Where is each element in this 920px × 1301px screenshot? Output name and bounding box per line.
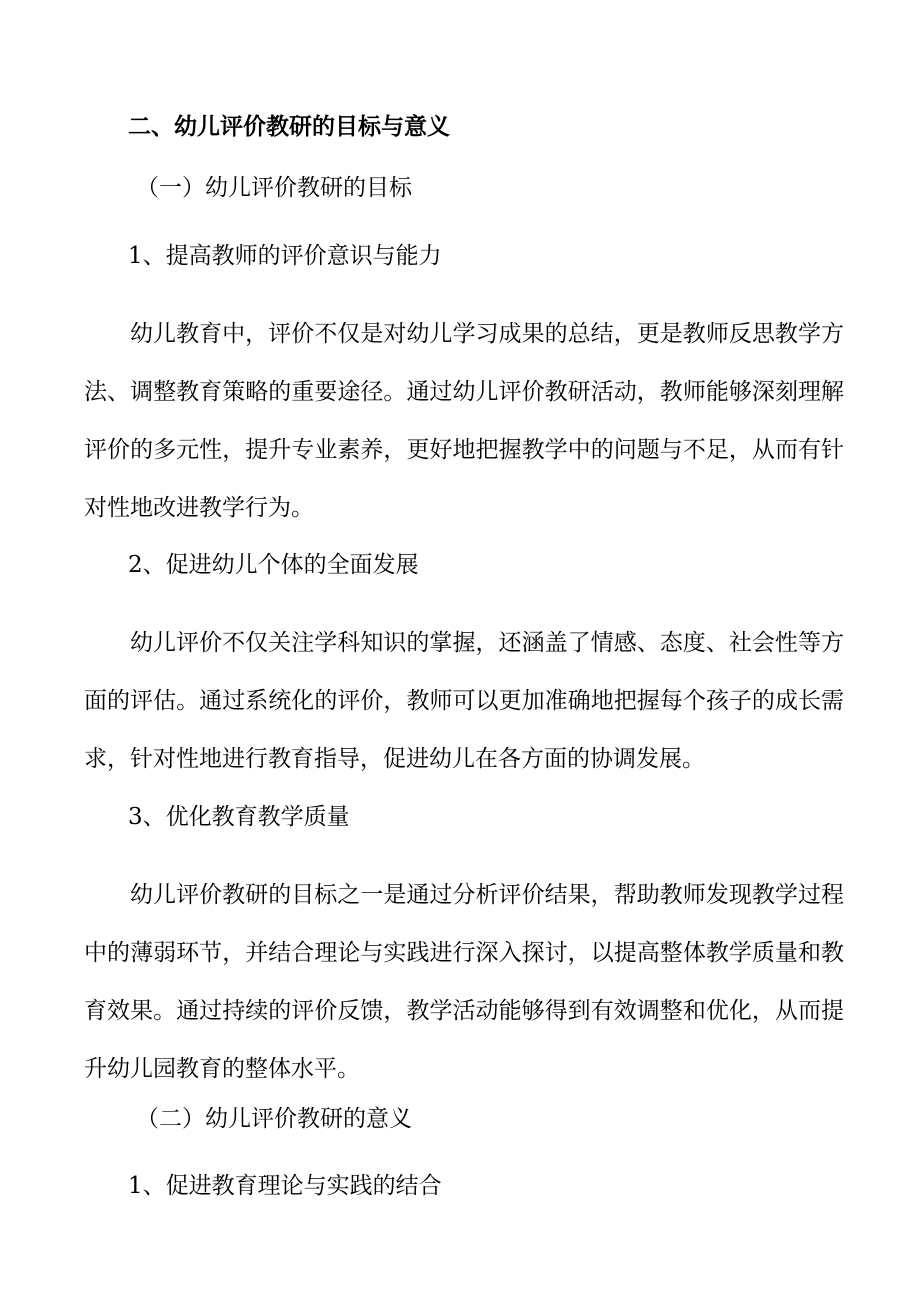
subsection-title-goals: （一）幼儿评价教研的目标 — [136, 175, 412, 201]
paragraph-1: 幼儿教育中，评价不仅是对幼儿学习成果的总结，更是教师反思教学方法、调整教育策略的重要途径。通过幼儿评价教研活动，教师能够深刻理解评价的多元性，提升专业素养，更好地把握教学中的问题与不足，从而有针对性地改进教学行为。 — [84, 321, 844, 521]
item-heading-3: 3、优化教育教学质量 — [128, 804, 350, 830]
item-heading-significance-1: 1、促进教育理论与实践的结合 — [128, 1173, 442, 1199]
section-title: 二、幼儿评价教研的目标与意义 — [128, 113, 450, 140]
subsection-title-significance: （二）幼儿评价教研的意义 — [136, 1106, 412, 1132]
item-heading-1: 1、提高教师的评价意识与能力 — [128, 243, 442, 269]
paragraph-3: 幼儿评价教研的目标之一是通过分析评价结果，帮助教师发现教学过程中的薄弱环节，并结合理论与实践进行深入探讨，以提高整体教学质量和教育效果。通过持续的评价反馈，教学活动能够得到有效调整和优化，从而提升幼儿园教育的整体水平。 — [84, 882, 844, 1082]
item-heading-2: 2、促进幼儿个体的全面发展 — [128, 552, 419, 578]
paragraph-2: 幼儿评价不仅关注学科知识的掌握，还涵盖了情感、态度、社会性等方面的评估。通过系统化的评价，教师可以更加准确地把握每个孩子的成长需求，针对性地进行教育指导，促进幼儿在各方面的协调发展。 — [84, 630, 844, 772]
